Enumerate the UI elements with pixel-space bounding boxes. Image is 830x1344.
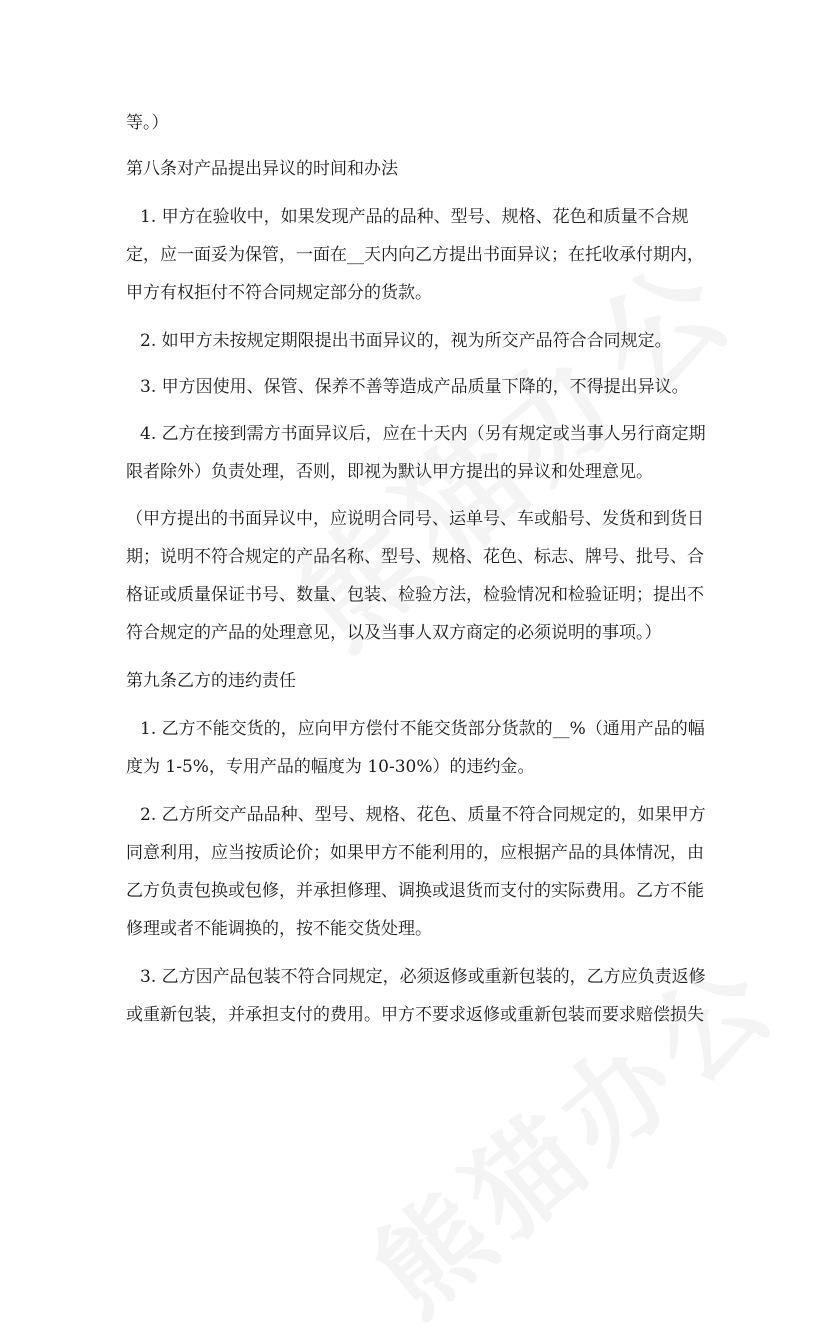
paragraph-line: 1. 乙方不能交货的，应向甲方偿付不能交货部分货款的__%（通用产品的幅 [140, 719, 705, 739]
paragraph-line: 修理或者不能调换的，按不能交货处理。 [126, 919, 432, 939]
paragraph-line: 或重新包装，并承担支付的费用。甲方不要求返修或重新包装而要求赔偿损失 [126, 1005, 704, 1025]
paragraph-line: 2. 乙方所交产品品种、型号、规格、花色、质量不符合同规定的，如果甲方 [140, 805, 706, 825]
paragraph-line: 3. 乙方因产品包装不符合同规定，必须返修或重新包装的，乙方应负责返修 [140, 967, 706, 987]
paragraph-line: 期；说明不符合规定的产品名称、型号、规格、花色、标志、牌号、批号、合 [126, 547, 704, 567]
paragraph-line: 1. 甲方在验收中，如果发现产品的品种、型号、规格、花色和质量不合规 [140, 207, 689, 227]
paragraph-line: 等。） [126, 113, 169, 133]
paragraph-line: 同意利用，应当按质论价；如果甲方不能利用的，应根据产品的具体情况，由 [126, 843, 704, 863]
paragraph-line: 2. 如甲方未按规定期限提出书面异议的，视为所交产品符合合同规定。 [140, 331, 672, 351]
section-heading: 第九条乙方的违约责任 [126, 671, 296, 691]
paragraph-line: 格证或质量保证书号、数量、包装、检验方法，检验情况和检验证明；提出不 [126, 585, 704, 605]
paragraph-line: 4. 乙方在接到需方书面异议后，应在十天内（另有规定或当事人另行商定期 [140, 424, 706, 444]
paragraph-line: 度为 1-5%，专用产品的幅度为 10-30%）的违约金。 [126, 757, 535, 777]
section-heading: 第八条对产品提出异议的时间和办法 [126, 159, 398, 179]
paragraph-line: 甲方有权拒付不符合同规定部分的货款。 [126, 283, 432, 303]
paragraph-line: 乙方负责包换或包修，并承担修理、调换或退货而支付的实际费用。乙方不能 [126, 881, 704, 901]
paragraph-line: 限者除外）负责处理，否则，即视为默认甲方提出的异议和处理意见。 [126, 462, 653, 482]
paragraph-line: 3. 甲方因使用、保管、保养不善等造成产品质量下降的，不得提出异议。 [140, 377, 689, 397]
paragraph-line: 定，应一面妥为保管，一面在__天内向乙方提出书面异议；在托收承付期内， [126, 245, 704, 265]
paragraph-line: （甲方提出的书面异议中，应说明合同号、运单号、车或船号、发货和到货日 [126, 509, 704, 529]
paragraph-line: 符合规定的产品的处理意见，以及当事人双方商定的必须说明的事项。） [126, 623, 662, 643]
